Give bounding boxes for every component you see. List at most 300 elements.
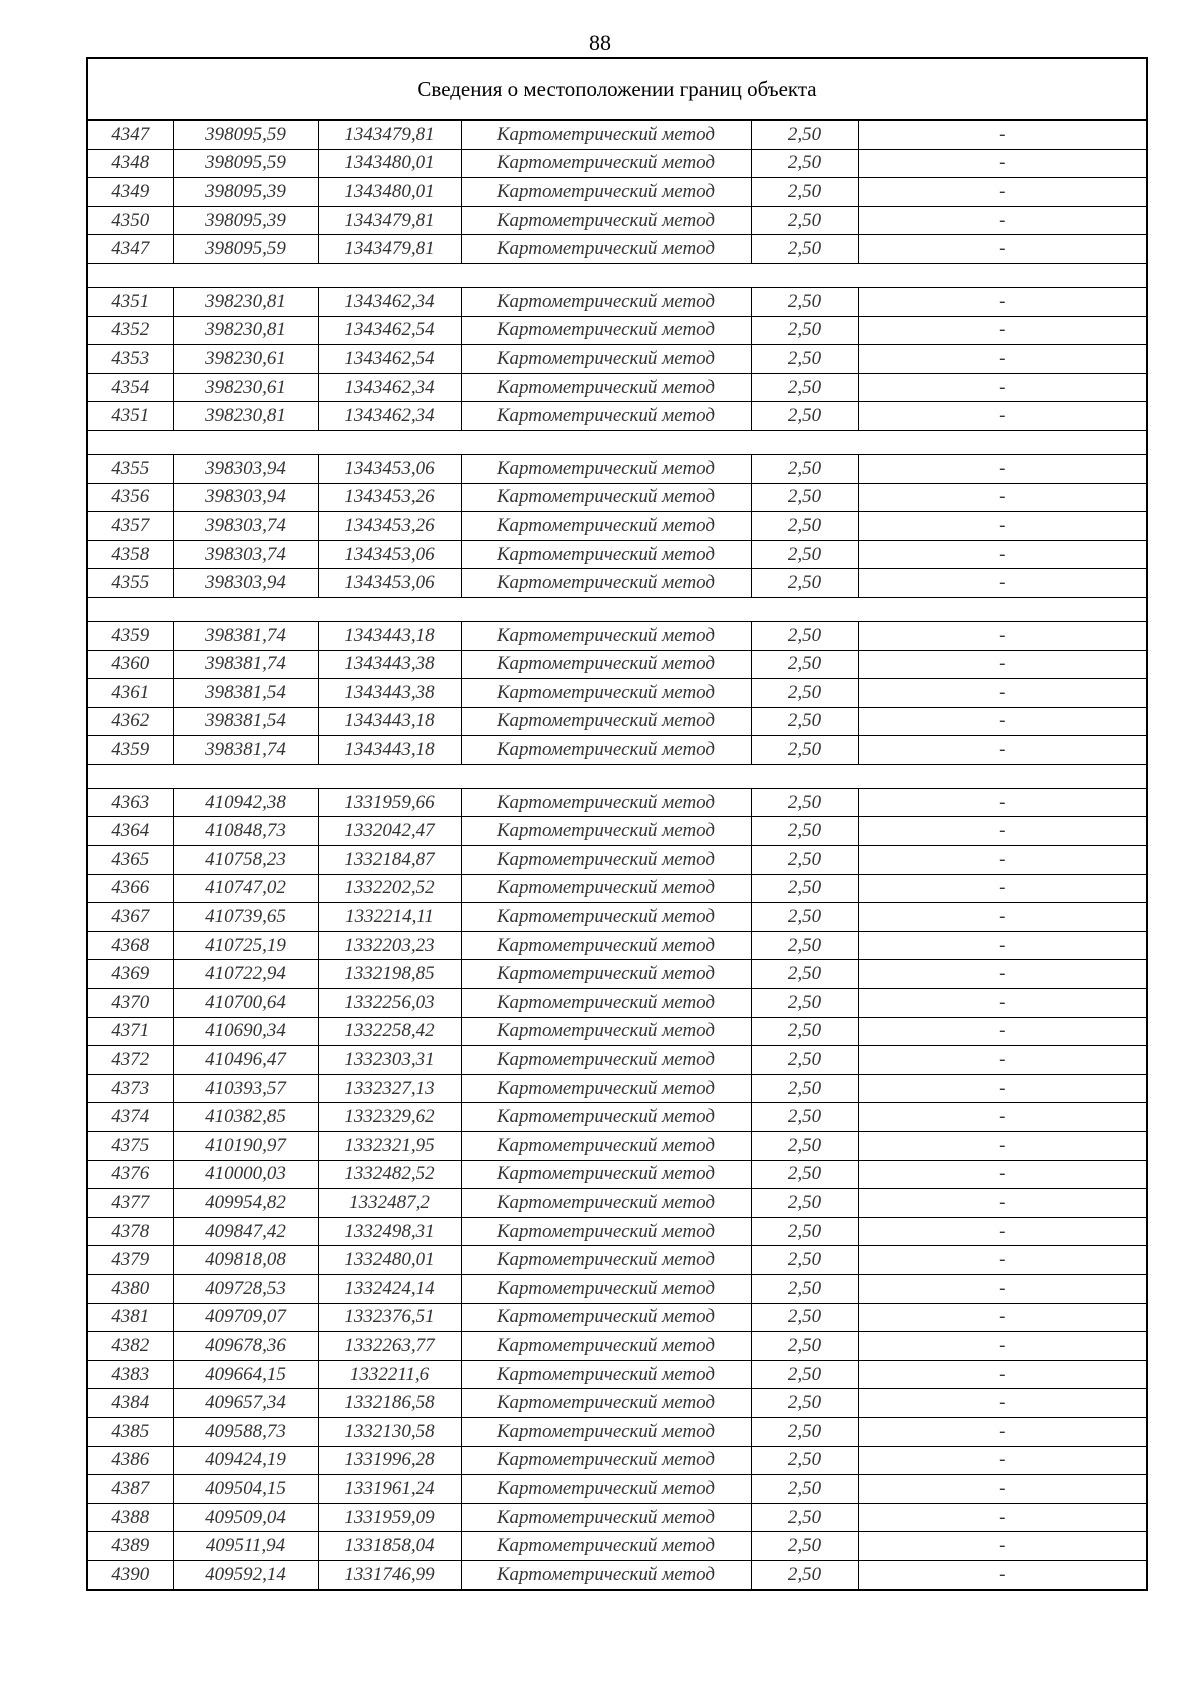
- table-row: [88, 874, 1146, 903]
- accuracy-cell: 2,50: [751, 1160, 858, 1189]
- table-row: [88, 345, 1146, 374]
- method-cell: Картометрический метод: [461, 679, 751, 708]
- accuracy-cell: 2,50: [751, 1475, 858, 1504]
- x-coordinate-cell: 409728,53: [173, 1274, 318, 1303]
- description-cell: -: [858, 483, 1146, 512]
- x-coordinate-cell: 410739,65: [173, 903, 318, 932]
- table-row: [88, 903, 1146, 932]
- method-cell: Картометрический метод: [461, 1532, 751, 1561]
- description-cell: -: [858, 707, 1146, 736]
- accuracy-cell: 2,50: [751, 931, 858, 960]
- description-cell: -: [858, 121, 1146, 149]
- table-row: [88, 1160, 1146, 1189]
- method-cell: Картометрический метод: [461, 1017, 751, 1046]
- y-coordinate-cell: 1332487,2: [318, 1189, 461, 1218]
- accuracy-cell: 2,50: [751, 402, 858, 431]
- description-cell: -: [858, 1475, 1146, 1504]
- point-number-cell: 4369: [88, 960, 173, 989]
- y-coordinate-cell: 1332198,85: [318, 960, 461, 989]
- point-number-cell: 4362: [88, 707, 173, 736]
- x-coordinate-cell: 398303,94: [173, 569, 318, 598]
- method-cell: Картометрический метод: [461, 846, 751, 875]
- table-row: [88, 679, 1146, 708]
- accuracy-cell: 2,50: [751, 1560, 858, 1588]
- description-cell: -: [858, 931, 1146, 960]
- table-title: Сведения о местоположении границ объекта: [88, 59, 1146, 121]
- x-coordinate-cell: 398230,61: [173, 345, 318, 374]
- accuracy-cell: 2,50: [751, 178, 858, 207]
- accuracy-cell: 2,50: [751, 512, 858, 541]
- method-cell: Картометрический метод: [461, 235, 751, 264]
- accuracy-cell: 2,50: [751, 1332, 858, 1361]
- description-cell: -: [858, 788, 1146, 817]
- description-cell: -: [858, 1103, 1146, 1132]
- accuracy-cell: 2,50: [751, 736, 858, 765]
- point-number-cell: 4388: [88, 1503, 173, 1532]
- table-row: [88, 960, 1146, 989]
- description-cell: -: [858, 846, 1146, 875]
- method-cell: Картометрический метод: [461, 931, 751, 960]
- y-coordinate-cell: 1343462,34: [318, 287, 461, 316]
- description-cell: -: [858, 1246, 1146, 1275]
- point-number-cell: 4385: [88, 1417, 173, 1446]
- description-cell: -: [858, 316, 1146, 345]
- point-number-cell: 4384: [88, 1389, 173, 1418]
- method-cell: Картометрический метод: [461, 345, 751, 374]
- group-separator-cell: [88, 430, 1146, 454]
- x-coordinate-cell: 410000,03: [173, 1160, 318, 1189]
- point-number-cell: 4377: [88, 1189, 173, 1218]
- table-row: [88, 650, 1146, 679]
- y-coordinate-cell: 1343462,34: [318, 373, 461, 402]
- y-coordinate-cell: 1332203,23: [318, 931, 461, 960]
- table-row: [88, 316, 1146, 345]
- point-number-cell: 4347: [88, 121, 173, 149]
- method-cell: Картометрический метод: [461, 1274, 751, 1303]
- point-number-cell: 4379: [88, 1246, 173, 1275]
- description-cell: -: [858, 817, 1146, 846]
- method-cell: Картометрический метод: [461, 1417, 751, 1446]
- x-coordinate-cell: 409847,42: [173, 1217, 318, 1246]
- table-row: [88, 707, 1146, 736]
- x-coordinate-cell: 398230,61: [173, 373, 318, 402]
- method-cell: Картометрический метод: [461, 788, 751, 817]
- accuracy-cell: 2,50: [751, 1446, 858, 1475]
- point-number-cell: 4382: [88, 1332, 173, 1361]
- group-separator-row: [88, 597, 1146, 621]
- point-number-cell: 4355: [88, 569, 173, 598]
- accuracy-cell: 2,50: [751, 373, 858, 402]
- y-coordinate-cell: 1332184,87: [318, 846, 461, 875]
- point-number-cell: 4355: [88, 454, 173, 483]
- x-coordinate-cell: 398230,81: [173, 287, 318, 316]
- y-coordinate-cell: 1332263,77: [318, 1332, 461, 1361]
- y-coordinate-cell: 1343462,54: [318, 345, 461, 374]
- x-coordinate-cell: 398095,39: [173, 206, 318, 235]
- y-coordinate-cell: 1331961,24: [318, 1475, 461, 1504]
- description-cell: -: [858, 1074, 1146, 1103]
- description-cell: -: [858, 1360, 1146, 1389]
- method-cell: Картометрический метод: [461, 149, 751, 178]
- description-cell: -: [858, 1446, 1146, 1475]
- accuracy-cell: 2,50: [751, 1303, 858, 1332]
- y-coordinate-cell: 1343479,81: [318, 206, 461, 235]
- table-row: [88, 1417, 1146, 1446]
- point-number-cell: 4376: [88, 1160, 173, 1189]
- x-coordinate-cell: 410848,73: [173, 817, 318, 846]
- y-coordinate-cell: 1332424,14: [318, 1274, 461, 1303]
- method-cell: Картометрический метод: [461, 512, 751, 541]
- point-number-cell: 4356: [88, 483, 173, 512]
- accuracy-cell: 2,50: [751, 846, 858, 875]
- description-cell: -: [858, 1332, 1146, 1361]
- x-coordinate-cell: 410496,47: [173, 1046, 318, 1075]
- method-cell: Картометрический метод: [461, 1217, 751, 1246]
- x-coordinate-cell: 398381,74: [173, 736, 318, 765]
- point-number-cell: 4390: [88, 1560, 173, 1588]
- method-cell: Картометрический метод: [461, 1360, 751, 1389]
- x-coordinate-cell: 409588,73: [173, 1417, 318, 1446]
- point-number-cell: 4349: [88, 178, 173, 207]
- accuracy-cell: 2,50: [751, 121, 858, 149]
- point-number-cell: 4348: [88, 149, 173, 178]
- accuracy-cell: 2,50: [751, 621, 858, 650]
- point-number-cell: 4371: [88, 1017, 173, 1046]
- description-cell: -: [858, 1532, 1146, 1561]
- group-separator-row: [88, 430, 1146, 454]
- x-coordinate-cell: 398303,94: [173, 483, 318, 512]
- point-number-cell: 4372: [88, 1046, 173, 1075]
- y-coordinate-cell: 1332202,52: [318, 874, 461, 903]
- description-cell: -: [858, 1217, 1146, 1246]
- group-separator-cell: [88, 764, 1146, 788]
- point-number-cell: 4383: [88, 1360, 173, 1389]
- y-coordinate-cell: 1332042,47: [318, 817, 461, 846]
- point-number-cell: 4389: [88, 1532, 173, 1561]
- x-coordinate-cell: 409592,14: [173, 1560, 318, 1588]
- coordinates-table-body: [88, 121, 1146, 1589]
- x-coordinate-cell: 410722,94: [173, 960, 318, 989]
- accuracy-cell: 2,50: [751, 483, 858, 512]
- accuracy-cell: 2,50: [751, 345, 858, 374]
- method-cell: Картометрический метод: [461, 178, 751, 207]
- y-coordinate-cell: 1332480,01: [318, 1246, 461, 1275]
- method-cell: Картометрический метод: [461, 540, 751, 569]
- page-number: 88: [589, 30, 611, 55]
- method-cell: Картометрический метод: [461, 1560, 751, 1588]
- x-coordinate-cell: 398381,54: [173, 707, 318, 736]
- description-cell: -: [858, 345, 1146, 374]
- group-separator-row: [88, 263, 1146, 287]
- table-row: [88, 540, 1146, 569]
- x-coordinate-cell: 410725,19: [173, 931, 318, 960]
- table-row: [88, 454, 1146, 483]
- y-coordinate-cell: 1332186,58: [318, 1389, 461, 1418]
- point-number-cell: 4351: [88, 402, 173, 431]
- x-coordinate-cell: 409511,94: [173, 1532, 318, 1561]
- table-row: [88, 736, 1146, 765]
- accuracy-cell: 2,50: [751, 569, 858, 598]
- x-coordinate-cell: 398095,59: [173, 121, 318, 149]
- method-cell: Картометрический метод: [461, 121, 751, 149]
- accuracy-cell: 2,50: [751, 1189, 858, 1218]
- table-row: [88, 402, 1146, 431]
- point-number-cell: 4364: [88, 817, 173, 846]
- point-number-cell: 4361: [88, 679, 173, 708]
- accuracy-cell: 2,50: [751, 788, 858, 817]
- description-cell: -: [858, 1274, 1146, 1303]
- method-cell: Картометрический метод: [461, 650, 751, 679]
- table-row: [88, 1446, 1146, 1475]
- y-coordinate-cell: 1331959,66: [318, 788, 461, 817]
- method-cell: Картометрический метод: [461, 454, 751, 483]
- boundary-table-sheet: [86, 57, 1148, 1591]
- coordinates-table: [88, 121, 1146, 1589]
- method-cell: Картометрический метод: [461, 621, 751, 650]
- x-coordinate-cell: 410690,34: [173, 1017, 318, 1046]
- accuracy-cell: 2,50: [751, 316, 858, 345]
- y-coordinate-cell: 1343479,81: [318, 121, 461, 149]
- method-cell: Картометрический метод: [461, 569, 751, 598]
- point-number-cell: 4380: [88, 1274, 173, 1303]
- accuracy-cell: 2,50: [751, 1074, 858, 1103]
- description-cell: -: [858, 1560, 1146, 1588]
- accuracy-cell: 2,50: [751, 1417, 858, 1446]
- x-coordinate-cell: 409664,15: [173, 1360, 318, 1389]
- table-row: [88, 1217, 1146, 1246]
- y-coordinate-cell: 1343453,26: [318, 483, 461, 512]
- x-coordinate-cell: 398095,39: [173, 178, 318, 207]
- table-row: [88, 1532, 1146, 1561]
- x-coordinate-cell: 410747,02: [173, 874, 318, 903]
- y-coordinate-cell: 1343453,26: [318, 512, 461, 541]
- point-number-cell: 4360: [88, 650, 173, 679]
- description-cell: -: [858, 373, 1146, 402]
- table-row: [88, 1274, 1146, 1303]
- accuracy-cell: 2,50: [751, 1046, 858, 1075]
- x-coordinate-cell: 398303,74: [173, 512, 318, 541]
- y-coordinate-cell: 1343443,18: [318, 707, 461, 736]
- point-number-cell: 4359: [88, 621, 173, 650]
- method-cell: Картометрический метод: [461, 287, 751, 316]
- description-cell: -: [858, 989, 1146, 1018]
- method-cell: Картометрический метод: [461, 373, 751, 402]
- x-coordinate-cell: 410758,23: [173, 846, 318, 875]
- method-cell: Картометрический метод: [461, 1132, 751, 1161]
- method-cell: Картометрический метод: [461, 736, 751, 765]
- x-coordinate-cell: 398303,74: [173, 540, 318, 569]
- accuracy-cell: 2,50: [751, 679, 858, 708]
- method-cell: Картометрический метод: [461, 817, 751, 846]
- description-cell: -: [858, 679, 1146, 708]
- table-row: [88, 178, 1146, 207]
- table-row: [88, 1475, 1146, 1504]
- x-coordinate-cell: 409709,07: [173, 1303, 318, 1332]
- point-number-cell: 4386: [88, 1446, 173, 1475]
- y-coordinate-cell: 1331746,99: [318, 1560, 461, 1588]
- point-number-cell: 4365: [88, 846, 173, 875]
- table-row: [88, 1303, 1146, 1332]
- y-coordinate-cell: 1343480,01: [318, 149, 461, 178]
- point-number-cell: 4358: [88, 540, 173, 569]
- y-coordinate-cell: 1343443,18: [318, 621, 461, 650]
- method-cell: Картометрический метод: [461, 1160, 751, 1189]
- accuracy-cell: 2,50: [751, 454, 858, 483]
- point-number-cell: 4366: [88, 874, 173, 903]
- description-cell: -: [858, 235, 1146, 264]
- description-cell: -: [858, 650, 1146, 679]
- table-row: [88, 235, 1146, 264]
- x-coordinate-cell: 398381,74: [173, 621, 318, 650]
- table-row: [88, 1503, 1146, 1532]
- method-cell: Картометрический метод: [461, 1503, 751, 1532]
- table-row: [88, 206, 1146, 235]
- table-row: [88, 287, 1146, 316]
- description-cell: -: [858, 1046, 1146, 1075]
- method-cell: Картометрический метод: [461, 1103, 751, 1132]
- method-cell: Картометрический метод: [461, 903, 751, 932]
- point-number-cell: 4357: [88, 512, 173, 541]
- accuracy-cell: 2,50: [751, 650, 858, 679]
- point-number-cell: 4381: [88, 1303, 173, 1332]
- x-coordinate-cell: 398381,74: [173, 650, 318, 679]
- y-coordinate-cell: 1343462,34: [318, 402, 461, 431]
- group-separator-row: [88, 764, 1146, 788]
- method-cell: Картометрический метод: [461, 1189, 751, 1218]
- table-row: [88, 846, 1146, 875]
- x-coordinate-cell: 410942,38: [173, 788, 318, 817]
- description-cell: -: [858, 206, 1146, 235]
- method-cell: Картометрический метод: [461, 1332, 751, 1361]
- description-cell: -: [858, 540, 1146, 569]
- point-number-cell: 4347: [88, 235, 173, 264]
- description-cell: -: [858, 454, 1146, 483]
- table-row: [88, 1017, 1146, 1046]
- point-number-cell: 4373: [88, 1074, 173, 1103]
- table-row: [88, 817, 1146, 846]
- method-cell: Картометрический метод: [461, 1246, 751, 1275]
- description-cell: -: [858, 287, 1146, 316]
- method-cell: Картометрический метод: [461, 1389, 751, 1418]
- x-coordinate-cell: 398230,81: [173, 402, 318, 431]
- y-coordinate-cell: 1343480,01: [318, 178, 461, 207]
- point-number-cell: 4352: [88, 316, 173, 345]
- x-coordinate-cell: 409818,08: [173, 1246, 318, 1275]
- y-coordinate-cell: 1332482,52: [318, 1160, 461, 1189]
- accuracy-cell: 2,50: [751, 1132, 858, 1161]
- y-coordinate-cell: 1332303,31: [318, 1046, 461, 1075]
- accuracy-cell: 2,50: [751, 817, 858, 846]
- y-coordinate-cell: 1343453,06: [318, 454, 461, 483]
- point-number-cell: 4353: [88, 345, 173, 374]
- accuracy-cell: 2,50: [751, 1360, 858, 1389]
- table-row: [88, 989, 1146, 1018]
- table-row: [88, 512, 1146, 541]
- y-coordinate-cell: 1331996,28: [318, 1446, 461, 1475]
- y-coordinate-cell: 1332329,62: [318, 1103, 461, 1132]
- table-row: [88, 483, 1146, 512]
- description-cell: -: [858, 736, 1146, 765]
- y-coordinate-cell: 1343453,06: [318, 540, 461, 569]
- point-number-cell: 4368: [88, 931, 173, 960]
- description-cell: -: [858, 874, 1146, 903]
- point-number-cell: 4350: [88, 206, 173, 235]
- method-cell: Картометрический метод: [461, 1303, 751, 1332]
- x-coordinate-cell: 410393,57: [173, 1074, 318, 1103]
- x-coordinate-cell: 409954,82: [173, 1189, 318, 1218]
- accuracy-cell: 2,50: [751, 707, 858, 736]
- y-coordinate-cell: 1331858,04: [318, 1532, 461, 1561]
- y-coordinate-cell: 1332376,51: [318, 1303, 461, 1332]
- description-cell: -: [858, 1417, 1146, 1446]
- table-row: [88, 621, 1146, 650]
- table-row: [88, 1389, 1146, 1418]
- method-cell: Картометрический метод: [461, 1046, 751, 1075]
- x-coordinate-cell: 409657,34: [173, 1389, 318, 1418]
- accuracy-cell: 2,50: [751, 1246, 858, 1275]
- method-cell: Картометрический метод: [461, 402, 751, 431]
- y-coordinate-cell: 1331959,09: [318, 1503, 461, 1532]
- table-row: [88, 1360, 1146, 1389]
- table-row: [88, 931, 1146, 960]
- y-coordinate-cell: 1332211,6: [318, 1360, 461, 1389]
- accuracy-cell: 2,50: [751, 1532, 858, 1561]
- accuracy-cell: 2,50: [751, 235, 858, 264]
- description-cell: -: [858, 149, 1146, 178]
- x-coordinate-cell: 398095,59: [173, 235, 318, 264]
- accuracy-cell: 2,50: [751, 960, 858, 989]
- y-coordinate-cell: 1343462,54: [318, 316, 461, 345]
- accuracy-cell: 2,50: [751, 1103, 858, 1132]
- y-coordinate-cell: 1343443,38: [318, 679, 461, 708]
- point-number-cell: 4374: [88, 1103, 173, 1132]
- y-coordinate-cell: 1332214,11: [318, 903, 461, 932]
- table-row: [88, 1246, 1146, 1275]
- x-coordinate-cell: 398303,94: [173, 454, 318, 483]
- description-cell: -: [858, 621, 1146, 650]
- accuracy-cell: 2,50: [751, 206, 858, 235]
- accuracy-cell: 2,50: [751, 1503, 858, 1532]
- x-coordinate-cell: 410382,85: [173, 1103, 318, 1132]
- description-cell: -: [858, 1389, 1146, 1418]
- point-number-cell: 4370: [88, 989, 173, 1018]
- description-cell: -: [858, 1503, 1146, 1532]
- accuracy-cell: 2,50: [751, 540, 858, 569]
- method-cell: Картометрический метод: [461, 1475, 751, 1504]
- method-cell: Картометрический метод: [461, 707, 751, 736]
- y-coordinate-cell: 1332498,31: [318, 1217, 461, 1246]
- method-cell: Картометрический метод: [461, 316, 751, 345]
- x-coordinate-cell: 410700,64: [173, 989, 318, 1018]
- point-number-cell: 4351: [88, 287, 173, 316]
- accuracy-cell: 2,50: [751, 874, 858, 903]
- y-coordinate-cell: 1332256,03: [318, 989, 461, 1018]
- table-row: [88, 373, 1146, 402]
- y-coordinate-cell: 1343443,38: [318, 650, 461, 679]
- accuracy-cell: 2,50: [751, 989, 858, 1018]
- x-coordinate-cell: 398095,59: [173, 149, 318, 178]
- table-row: [88, 1046, 1146, 1075]
- x-coordinate-cell: 398230,81: [173, 316, 318, 345]
- y-coordinate-cell: 1343453,06: [318, 569, 461, 598]
- y-coordinate-cell: 1332258,42: [318, 1017, 461, 1046]
- description-cell: -: [858, 512, 1146, 541]
- accuracy-cell: 2,50: [751, 1017, 858, 1046]
- x-coordinate-cell: 409424,19: [173, 1446, 318, 1475]
- description-cell: -: [858, 1160, 1146, 1189]
- table-row: [88, 1560, 1146, 1588]
- method-cell: Картометрический метод: [461, 989, 751, 1018]
